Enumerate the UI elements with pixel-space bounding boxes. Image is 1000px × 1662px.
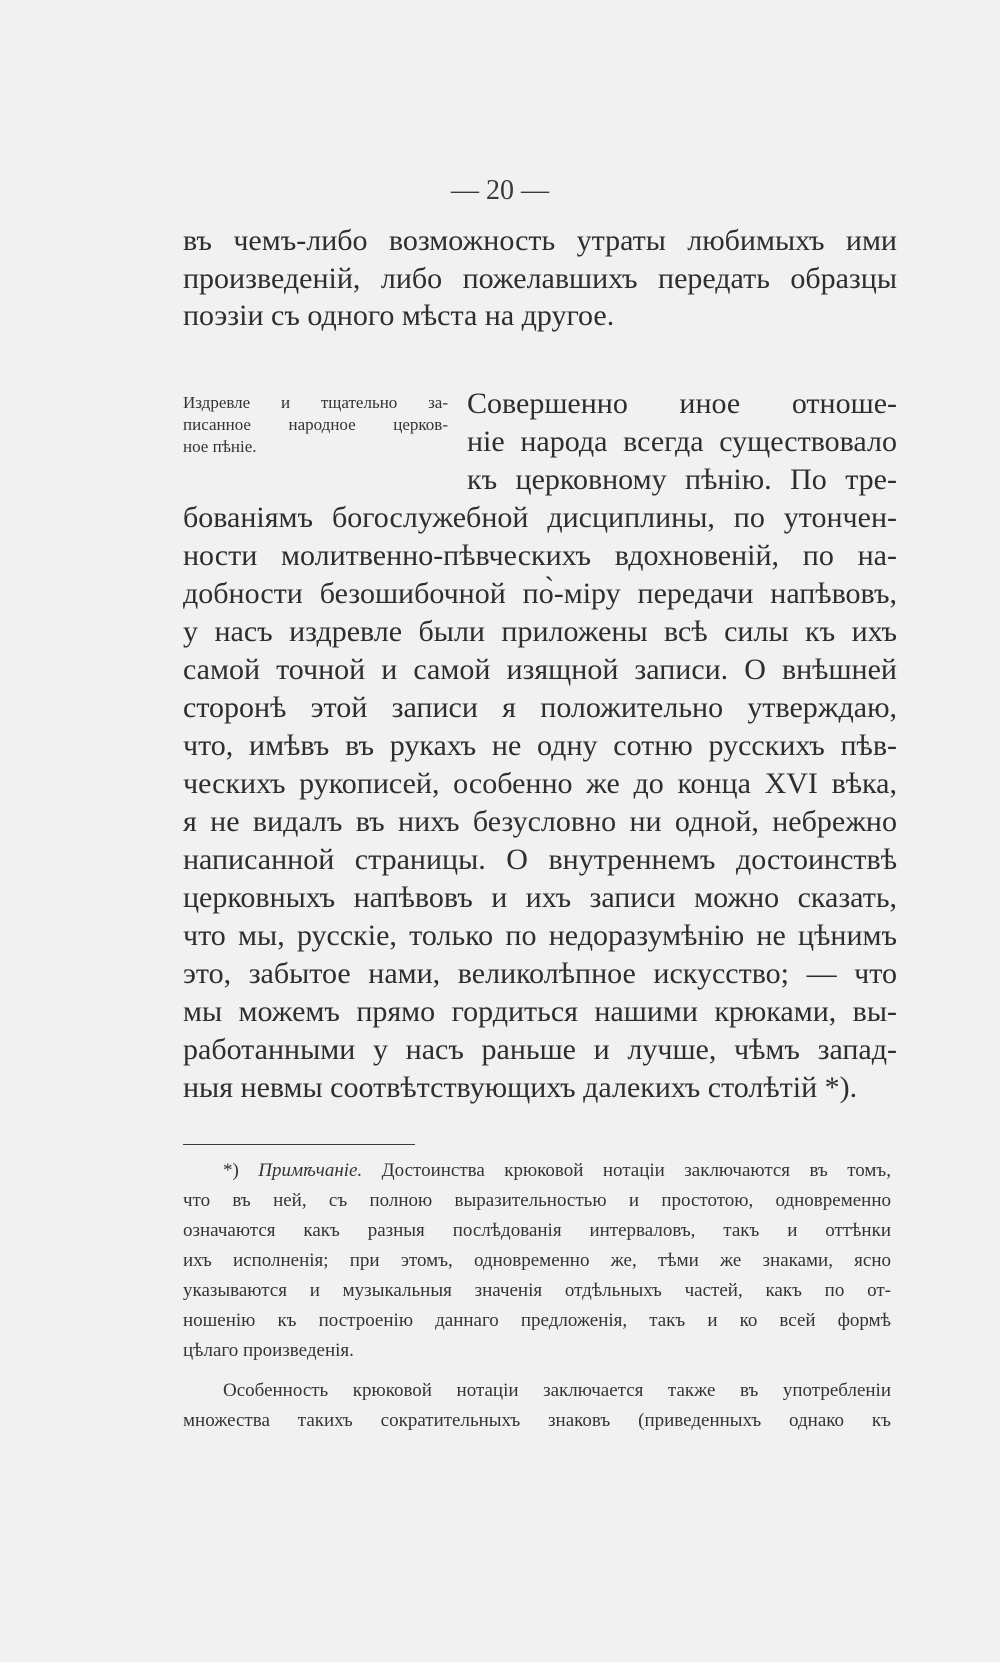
body-line: написанной страницы. О внутреннемъ достоинствѣ [183,843,897,876]
footnote-line: означаются какъ разныя послѣдованія интерваловъ, такъ и оттѣнки [183,1220,891,1241]
body-line: мы можемъ прямо гордиться нашими крюками, вы- [183,995,897,1028]
footnote-line [223,1158,891,1184]
body-line: я не видалъ въ нихъ безусловно ни одной, небрежно [183,805,897,838]
body-line: ческихъ рукописей, особенно же до конца XVI вѣка, [183,767,897,800]
footnote-marker: *) [223,1160,239,1181]
body-line: въ чемъ-либо возможность утраты любимыхъ ими [183,224,897,257]
body-line: ныя невмы соотвѣтствующихъ далекихъ столѣтій *). [183,1071,858,1104]
body-line: что мы, русскіе, только по недоразумѣнію не цѣнимъ [183,919,897,952]
body-line: работанными у насъ раньше и лучше, чѣмъ запад- [183,1033,897,1066]
body-line: Совершенно иное отноше- [467,387,897,420]
footnote-label: Примѣчаніе. [258,1160,363,1181]
body-line: церковныхъ напѣвовъ и ихъ записи можно сказать, [183,881,897,914]
body-line: самой точной и самой изящной записи. О внѣшней [183,653,897,686]
footnote-line: что въ ней, съ полною выразительностью и простотою, одновременно [183,1190,891,1211]
footnote-line: цѣлаго произведенія. [183,1340,354,1361]
body-line: къ церковному пѣнію. По тре- [467,463,897,496]
margin-note-line: писанное народное церков- [183,415,448,434]
footnote-line: множества такихъ сократительныхъ знаковъ (приведенныхъ однако къ [183,1410,891,1431]
footnote-text: Достоинства крюковой нотаціи заключаются въ томъ, [381,1160,891,1181]
body-line: что, имѣвъ въ рукахъ не одну сотню русскихъ пѣв- [183,729,897,762]
body-line: произведеній, либо пожелавшихъ передать образцы [183,262,897,295]
footnote-line: указываются и музыкальныя значенія отдѣльныхъ частей, какъ по от- [183,1280,891,1301]
footnote-rule [183,1144,415,1145]
margin-note [183,392,448,458]
margin-note-line: Издревле и тщательно за- [183,393,448,412]
body-line: это, забытое нами, великолѣпное искусство; — что [183,957,897,990]
footnote-line: ношенію къ построенію даннаго предложенія, такъ и ко всей формѣ [183,1310,891,1331]
margin-note-line: ное пѣніе. [183,437,257,456]
body-line: ніе народа всегда существовало [467,425,897,458]
body-line: ности молитвенно-пѣвческихъ вдохновеній, по на- [183,539,897,572]
body-line: бованіямъ богослужебной дисциплины, по утончен- [183,501,897,534]
body-line: поэзіи съ одного мѣста на другое. [183,299,615,332]
body-line: у насъ издревле были приложены всѣ силы къ ихъ [183,615,897,648]
page-number: — 20 — [451,175,549,206]
body-line: добности безошибочной по̀-міру передачи напѣвовъ, [183,577,897,610]
footnote-line: ихъ исполненія; при этомъ, одновременно же, тѣми же знаками, ясно [183,1250,891,1271]
body-line: сторонѣ этой записи я положительно утверждаю, [183,691,897,724]
footnote-line: Особенность крюковой нотаціи заключается также въ употребленіи [223,1380,891,1401]
